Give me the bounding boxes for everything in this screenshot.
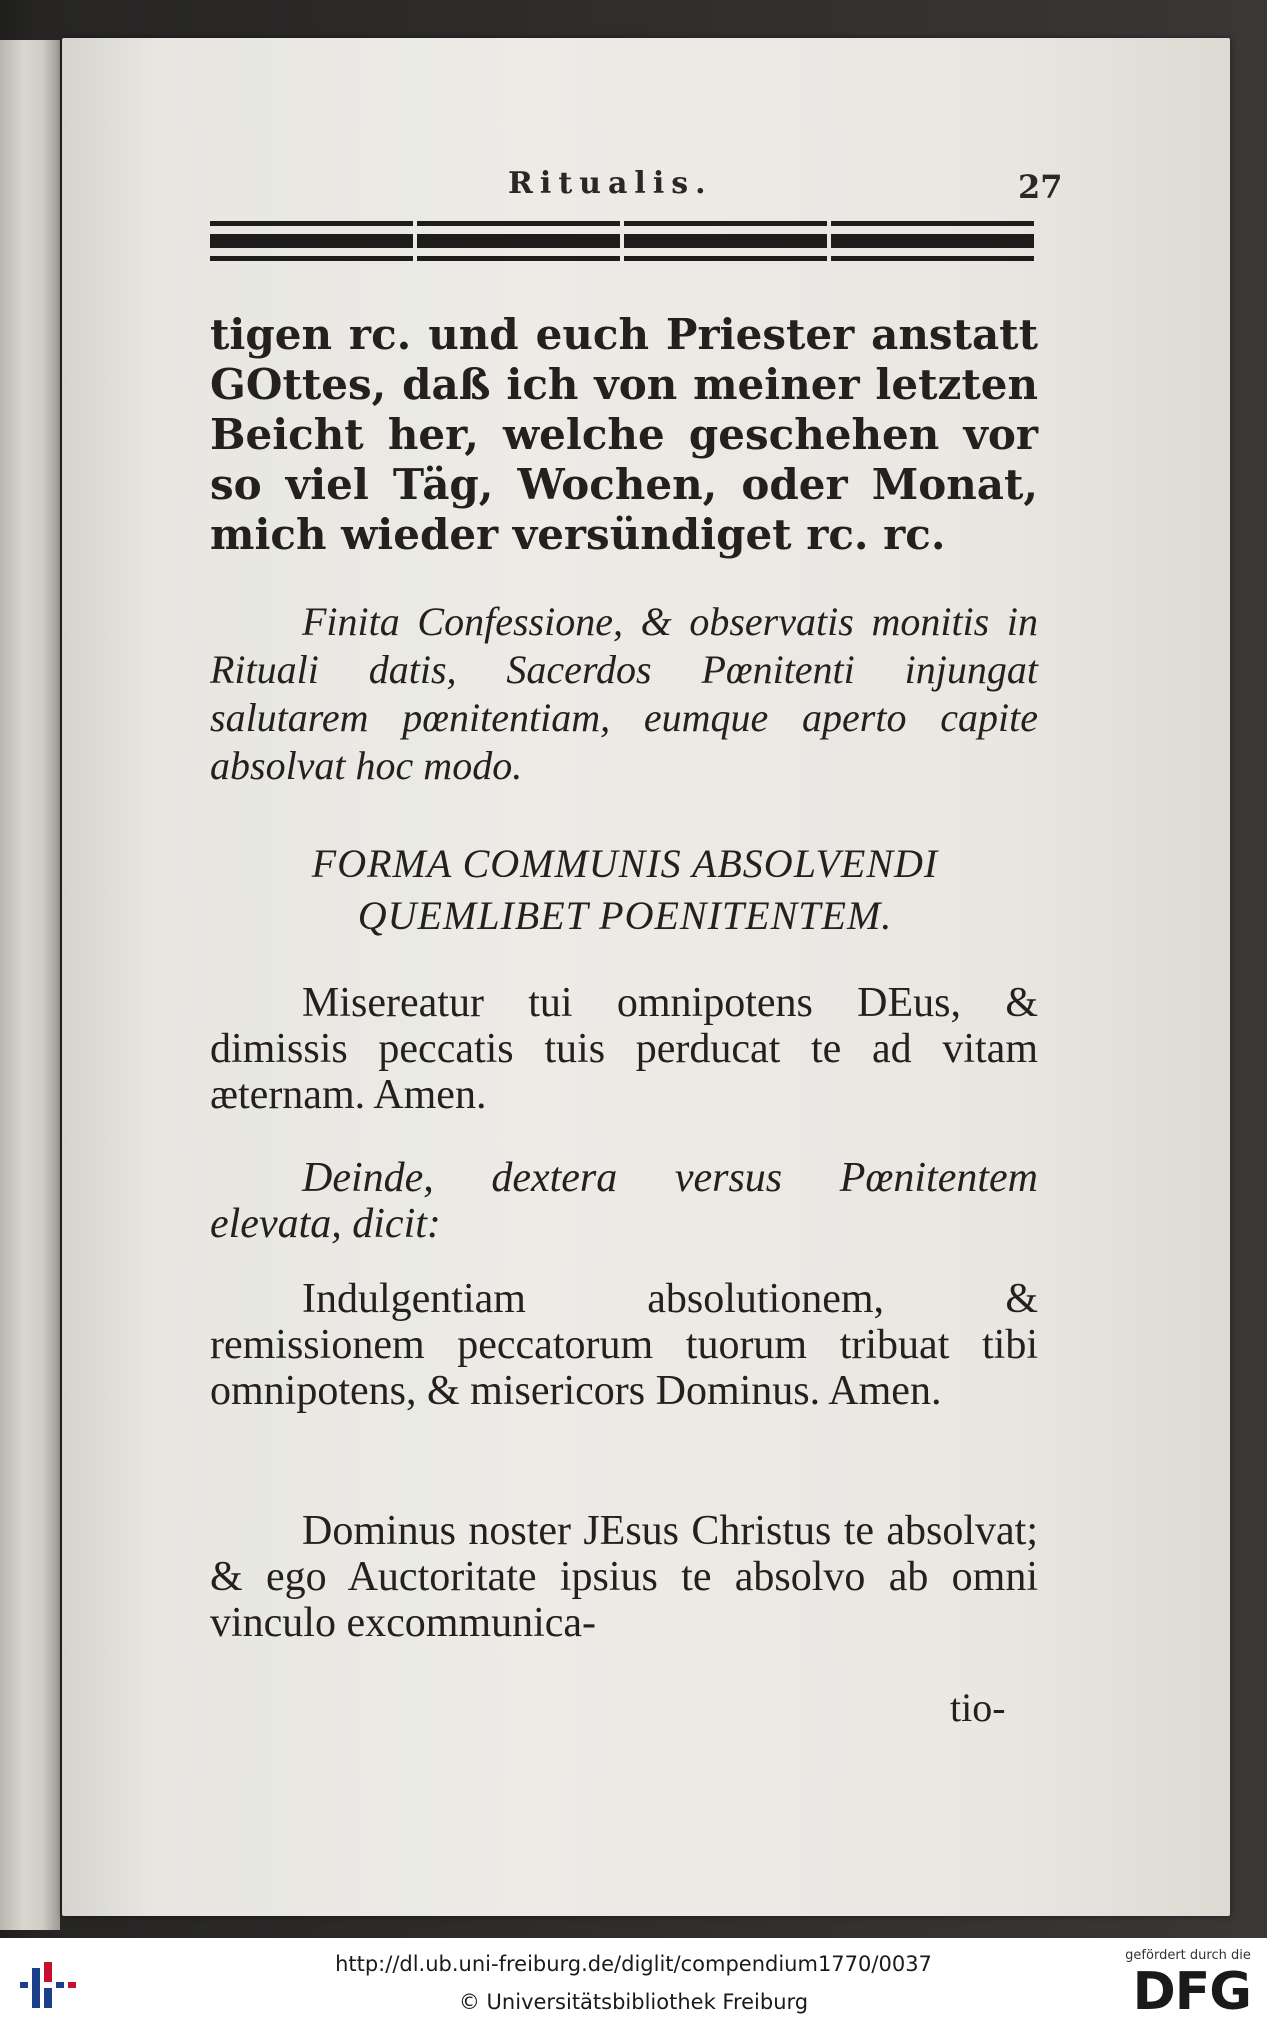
head-rule-divider: [210, 221, 1034, 261]
dfg-logo: DFG: [1132, 1962, 1251, 2022]
rubric-finita-text: Finita Confessione, & observatis monitis in Rituali datis, Sacerdos Pœnitenti injungat salutarem pœnitentiam, eumque aperto capite absolvat hoc modo.: [210, 599, 1038, 788]
rubric-finita: [210, 598, 1038, 790]
viewer-footer: [0, 1938, 1267, 2030]
prayer-dominus: [210, 1508, 1038, 1646]
prayer-misereatur: [210, 980, 1038, 1118]
prayer-dominus-text: Dominus noster JEsus Christus te absolvat; & ego Auctoritate ipsius te absolvo ab omni vinculo excommunica-: [210, 1508, 1038, 1646]
page-number: 27: [1018, 168, 1063, 206]
rubric-deinde: [210, 1155, 1038, 1247]
left-page-edge: [0, 40, 60, 1930]
section-title-line2: QUEMLIBET POENITENTEM.: [357, 893, 893, 938]
prayer-indulgentiam-text: Indulgentiam absolutionem, & remissionem peccatorum tuorum tribuat tibi omnipotens, & misericors Dominus. Amen.: [210, 1276, 1038, 1414]
section-title-line1: FORMA COMMUNIS ABSOLVENDI: [311, 841, 939, 886]
rubric-deinde-text: Deinde, dextera versus Pœnitentem elevata, dicit:: [210, 1155, 1038, 1247]
prayer-indulgentiam: [210, 1276, 1038, 1414]
copyright-notice: © Universitätsbibliothek Freiburg: [458, 1990, 809, 2014]
permalink-url[interactable]: http://dl.ub.uni-freiburg.de/diglit/compendium1770/0037: [335, 1952, 932, 1976]
prayer-misereatur-text: Misereatur tui omnipotens DEus, & dimissis peccatis tuis perducat te ad vitam æternam. Amen.: [210, 980, 1038, 1118]
book-page: [62, 38, 1230, 1916]
catchword: tio-: [950, 1685, 1006, 1730]
fraktur-paragraph: tigen rc. und euch Priester anstatt GOttes, daß ich von meiner letzten Beicht her, welche geschehen vor so viel Täg, Wochen, oder Monat, mich wieder versündiget rc. rc.: [210, 310, 1038, 559]
running-head: Ritualis.: [508, 166, 713, 201]
funding-note: gefördert durch die: [1125, 1948, 1251, 1963]
section-title: [200, 838, 1050, 942]
